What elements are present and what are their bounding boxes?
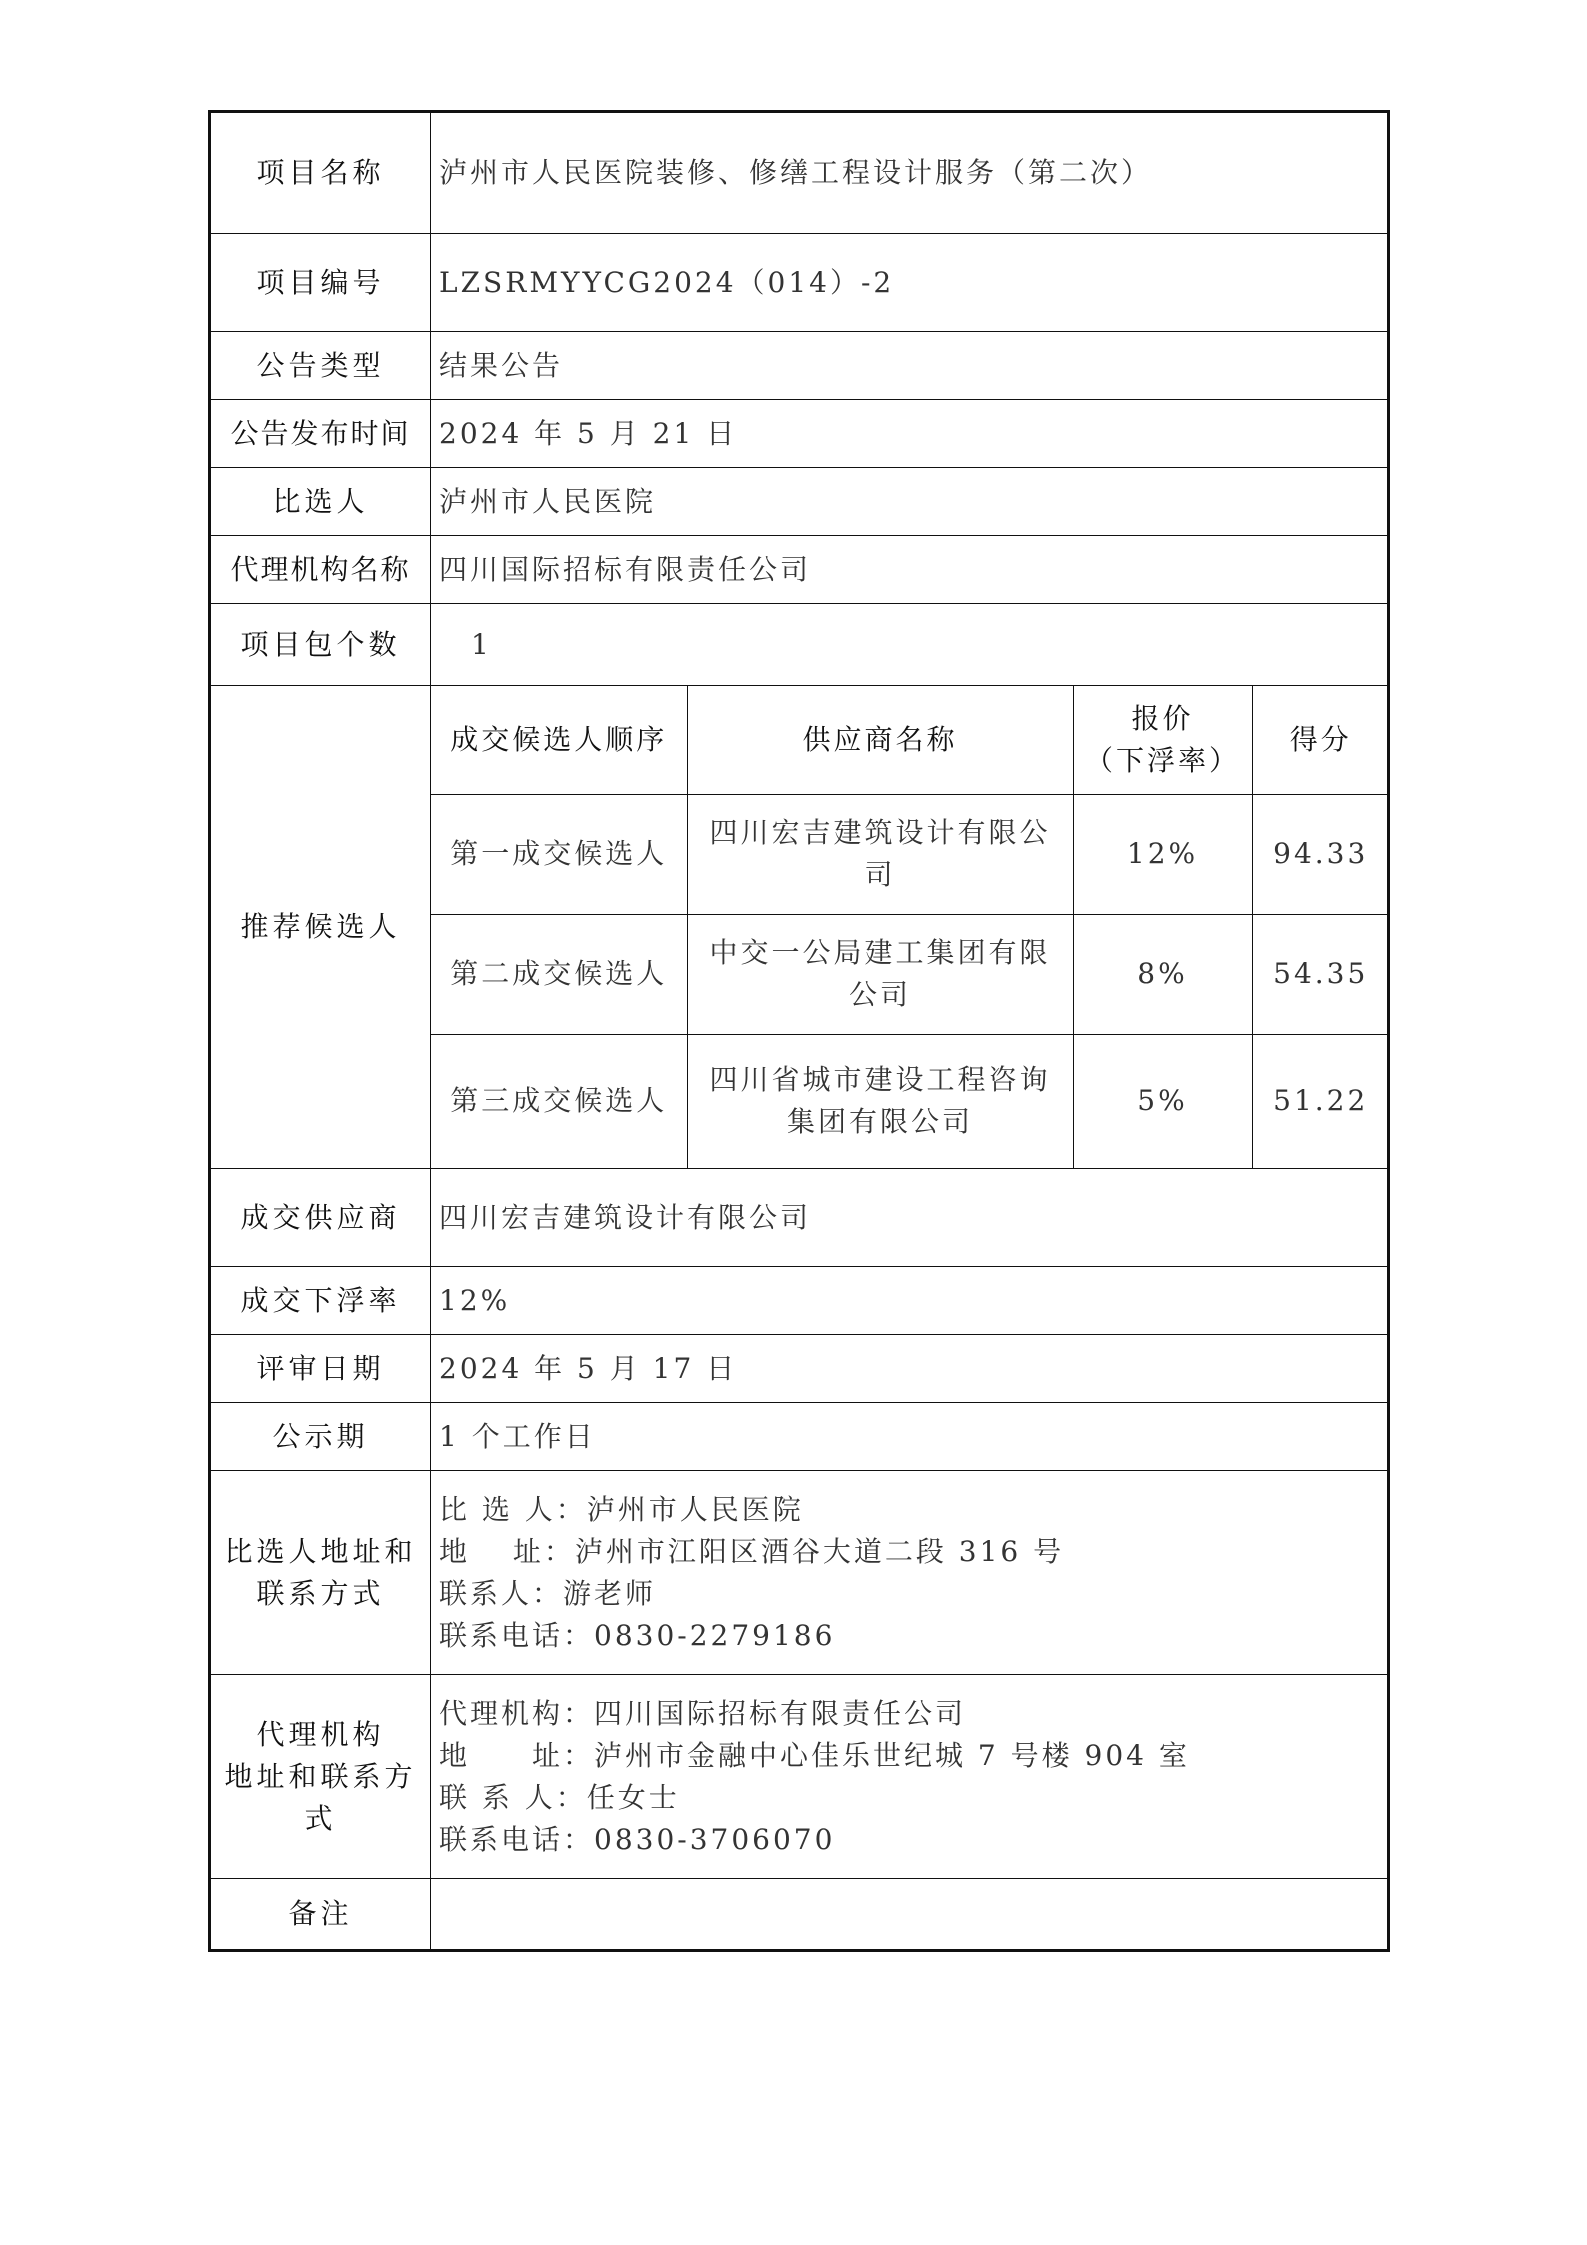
purchaser-value: 泸州市人民医院 xyxy=(431,468,1389,536)
purchaser-contact-value xyxy=(431,1471,1389,1675)
candidates-table xyxy=(431,686,1389,1168)
remarks-label: 备注 xyxy=(210,1879,431,1951)
header-price xyxy=(1073,686,1252,794)
purchaser-contact-line: 联系人：游老师 xyxy=(439,1576,657,1610)
publicity-period-value: 1 个工作日 xyxy=(431,1403,1389,1471)
project-no-value: LZSRMYYCG2024（014）-2 xyxy=(431,234,1389,332)
winner-value: 四川宏吉建筑设计有限公司 xyxy=(431,1169,1389,1267)
agency-contact-label-line1: 代理机构 xyxy=(256,1717,385,1751)
winner-rate-value: 12% xyxy=(431,1267,1389,1335)
row-notice-type xyxy=(210,332,1389,400)
purchaser-contact-line: 比 选 人：泸州市人民医院 xyxy=(439,1492,804,1526)
publicity-period-label: 公示期 xyxy=(210,1403,431,1471)
header-price-line2: （下浮率） xyxy=(1084,743,1240,777)
candidate-supplier-text: 四川宏吉建筑设计有限公司 xyxy=(709,816,1051,891)
agency-contact-label-line3: 式 xyxy=(304,1801,337,1835)
header-supplier: 供应商名称 xyxy=(687,686,1073,794)
candidate-price: 12% xyxy=(1073,794,1252,914)
agency-contact-line: 联 系 人：任女士 xyxy=(439,1780,680,1814)
remarks-value xyxy=(431,1879,1389,1951)
agency-contact-value xyxy=(431,1675,1389,1879)
publish-time-value: 2024 年 5 月 21 日 xyxy=(431,400,1389,468)
row-project-no xyxy=(210,234,1389,332)
table-row xyxy=(431,914,1389,1034)
candidate-supplier-text: 中交一公局建工集团有限公司 xyxy=(709,936,1051,1011)
candidate-supplier-text: 四川省城市建设工程咨询集团有限公司 xyxy=(709,1063,1051,1139)
candidate-score: 51.22 xyxy=(1252,1034,1389,1168)
row-remarks xyxy=(210,1879,1389,1951)
candidate-supplier xyxy=(687,1034,1073,1168)
candidate-supplier xyxy=(687,914,1073,1034)
review-date-value: 2024 年 5 月 17 日 xyxy=(431,1335,1389,1403)
package-count-label: 项目包个数 xyxy=(210,604,431,686)
row-agency xyxy=(210,536,1389,604)
candidate-score: 54.35 xyxy=(1252,914,1389,1034)
purchaser-contact-label-line2: 联系方式 xyxy=(256,1576,385,1610)
candidate-price: 5% xyxy=(1073,1034,1252,1168)
purchaser-label: 比选人 xyxy=(210,468,431,536)
candidate-order: 第三成交候选人 xyxy=(431,1034,687,1168)
row-winner-rate xyxy=(210,1267,1389,1335)
agency-value: 四川国际招标有限责任公司 xyxy=(431,536,1389,604)
publish-time-label: 公告发布时间 xyxy=(210,400,431,468)
row-winner xyxy=(210,1169,1389,1267)
agency-contact-label-line2: 地址和联系方 xyxy=(224,1759,417,1793)
row-purchaser-contact xyxy=(210,1471,1389,1675)
table-row xyxy=(431,794,1389,914)
row-project-name xyxy=(210,112,1389,234)
purchaser-contact-line: 地 址：泸州市江阳区酒谷大道二段 316 号 xyxy=(439,1534,1065,1568)
header-price-line1: 报价 xyxy=(1131,701,1194,735)
row-agency-contact xyxy=(210,1675,1389,1879)
candidate-order: 第二成交候选人 xyxy=(431,914,687,1034)
row-publish-time xyxy=(210,400,1389,468)
winner-label: 成交供应商 xyxy=(210,1169,431,1267)
project-name-value: 泸州市人民医院装修、修缮工程设计服务（第二次） xyxy=(431,112,1389,234)
purchaser-contact-label-line1: 比选人地址和 xyxy=(224,1534,417,1568)
row-package-count xyxy=(210,604,1389,686)
header-order: 成交候选人顺序 xyxy=(431,686,687,794)
row-review-date xyxy=(210,1335,1389,1403)
agency-contact-line: 代理机构：四川国际招标有限责任公司 xyxy=(439,1696,967,1730)
review-date-label: 评审日期 xyxy=(210,1335,431,1403)
candidate-price: 8% xyxy=(1073,914,1252,1034)
winner-rate-label: 成交下浮率 xyxy=(210,1267,431,1335)
table-row xyxy=(431,1034,1389,1168)
package-count-value: 1 xyxy=(431,604,1389,686)
notice-type-value: 结果公告 xyxy=(431,332,1389,400)
agency-contact-label xyxy=(210,1675,431,1879)
candidate-score: 94.33 xyxy=(1252,794,1389,914)
row-publicity-period xyxy=(210,1403,1389,1471)
candidates-header-row xyxy=(431,686,1389,794)
agency-contact-line: 地 址：泸州市金融中心佳乐世纪城 7 号楼 904 室 xyxy=(439,1738,1190,1772)
project-no-label: 项目编号 xyxy=(210,234,431,332)
candidate-supplier xyxy=(687,794,1073,914)
agency-label: 代理机构名称 xyxy=(210,536,431,604)
header-score: 得分 xyxy=(1252,686,1389,794)
agency-contact-line: 联系电话：0830-3706070 xyxy=(439,1822,836,1856)
row-recommended xyxy=(210,686,1389,1169)
purchaser-contact-line: 联系电话：0830-2279186 xyxy=(439,1618,836,1652)
purchaser-contact-label xyxy=(210,1471,431,1675)
announcement-table xyxy=(208,110,1390,1952)
project-name-label: 项目名称 xyxy=(210,112,431,234)
candidate-order: 第一成交候选人 xyxy=(431,794,687,914)
recommended-label: 推荐候选人 xyxy=(210,686,431,1169)
candidates-cell xyxy=(431,686,1389,1169)
notice-type-label: 公告类型 xyxy=(210,332,431,400)
row-purchaser xyxy=(210,468,1389,536)
